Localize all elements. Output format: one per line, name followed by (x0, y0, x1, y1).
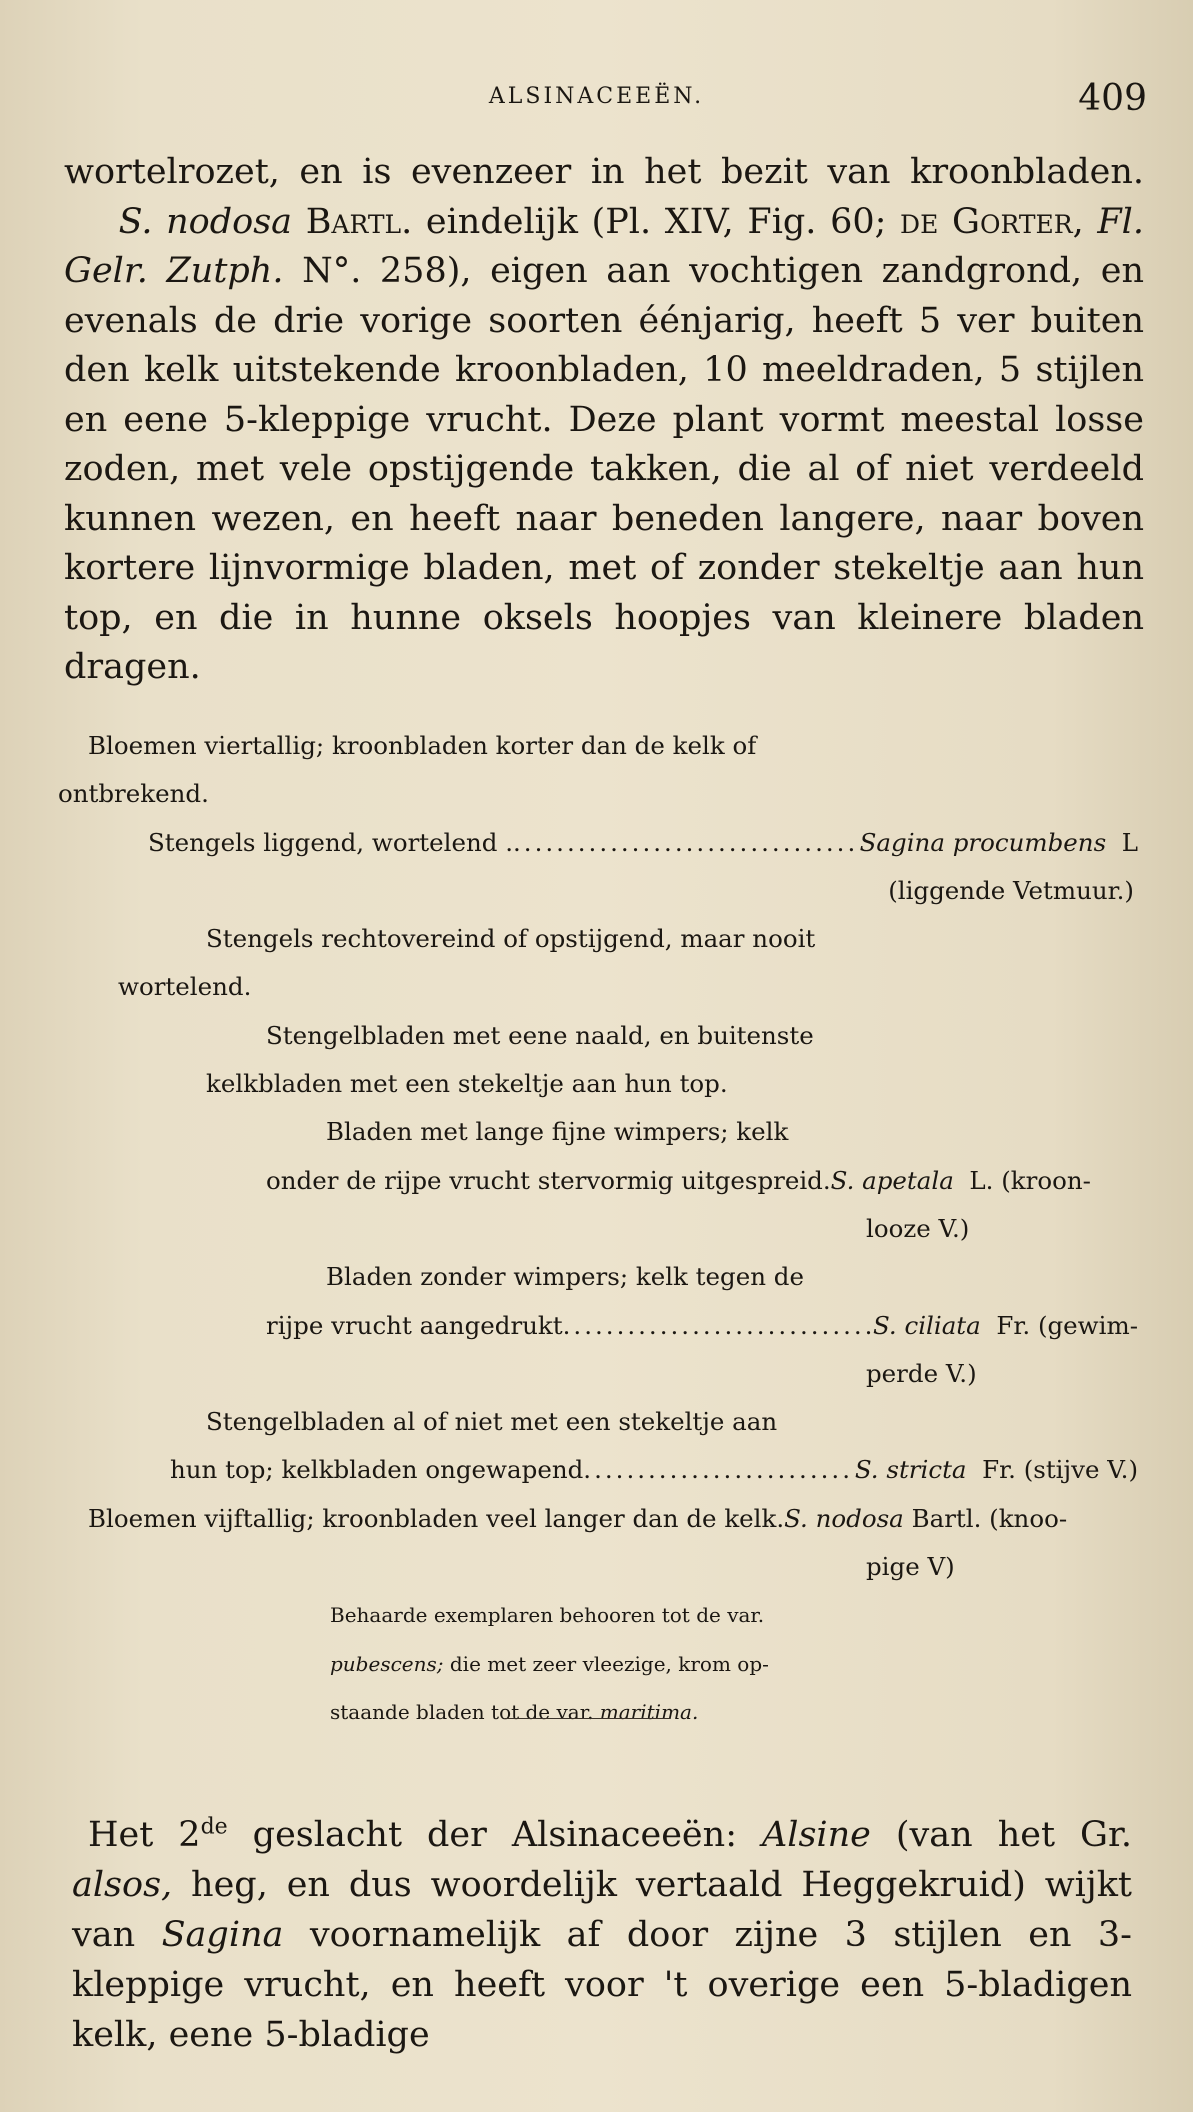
common-name: perde V.) (866, 1358, 977, 1388)
text-fragment: voornamelijk af door zijne 3 stijlen en 3-kleppige vrucht, en heeft voor 't overige een 5-bladigen kelk, eene 5-bladige (72, 1915, 1132, 2055)
genus-name: Sagina (161, 1915, 284, 1955)
species-name: S. apetala (830, 1165, 954, 1195)
key-line (58, 1446, 1138, 1494)
text-line: wortelrozet, en is evenzeer in het bezit van kroonbladen. (64, 152, 1144, 192)
section-divider (505, 1718, 670, 1719)
species-name: S. nodosa (118, 201, 293, 242)
variety-name: maritima. (599, 1699, 699, 1724)
paragraph-alsine (72, 1810, 1132, 2060)
reference-title: Fl. Gelr. Zutph. (64, 201, 1144, 291)
key-text: Stengels liggend, wortelend . (148, 827, 514, 857)
author-name: de Gorter, (900, 201, 1084, 242)
key-text: Bloemen vijftallig; kroonbladen veel langer dan de kelk. (88, 1503, 785, 1533)
species-name: S. stricta (854, 1455, 967, 1485)
author-name: Bartl. (knoo- (911, 1503, 1068, 1533)
key-text: rijpe vrucht aangedrukt (266, 1310, 563, 1340)
text-fragment: Het 2 (88, 1815, 201, 1855)
key-text: hun top; kelkbladen ongewapend (170, 1455, 584, 1485)
text-fragment: N°. 258), eigen aan vochtigen zandgrond, en evenals de drie vorige soorten éénjarig, heeft 5 ver buiten den kelk uitstekende kroonbladen, 10 meeldraden, 5 stijlen en eene 5-kleppige vrucht. Deze plant vormt meestal losse zoden, met vele opstijgende takken, die al of niet verdeeld kunnen wezen, en heeft naar beneden langere, naar boven kortere lijnvormige bladen, met of zonder stekeltje aan hun top, en die in hunne oksels hoopjes van kleinere bladen dragen. (64, 251, 1144, 687)
common-name: looze V.) (866, 1213, 970, 1243)
text-fragment: eindelijk (Pl. XIV, Fig. 60; (412, 201, 901, 242)
key-note: Behaarde exemplaren behooren tot de var. (330, 1603, 765, 1628)
author-name: L. (kroon- (969, 1165, 1091, 1195)
leader-dots (513, 819, 860, 867)
key-line: Bloemen viertallig; kroonbladen korter dan de kelk of (88, 731, 757, 760)
key-line (58, 819, 1138, 867)
leader-dots (583, 1446, 855, 1494)
key-line (58, 1495, 1138, 1543)
common-name: (liggende Vetmuur.) (888, 875, 1134, 905)
common-name: pige V) (866, 1552, 955, 1582)
key-line: ontbrekend. (58, 779, 209, 809)
key-line: Stengels rechtovereind of opstijgend, maar nooit (206, 924, 816, 954)
paragraph-sagina-nodosa (64, 148, 1144, 693)
paragraph-text (72, 1810, 1132, 2060)
author-name: Fr. (gewim- (996, 1310, 1138, 1340)
key-text: die met zeer vleezige, krom op- (443, 1651, 769, 1676)
species-name: S. nodosa (784, 1503, 904, 1533)
author-name: L (1121, 827, 1138, 857)
key-line: Bladen zonder wimpers; kelk tegen de (326, 1262, 804, 1292)
text-fragment: heg, en dus woordelijk vertaald Heggekruid) wijkt van (72, 1865, 1132, 1955)
key-line: kelkbladen met een stekeltje aan hun top. (206, 1069, 728, 1099)
text-fragment: geslacht der Alsinaceeën: (227, 1815, 762, 1855)
species-name: S. ciliata (872, 1310, 981, 1340)
identification-key (58, 722, 1138, 1736)
text-fragment: (van het Gr. (870, 1815, 1132, 1855)
running-head: ALSINACEEËN. (488, 84, 705, 109)
key-line (58, 1157, 1138, 1205)
author-name: Bartl. (305, 201, 413, 242)
key-line: wortelend. (118, 972, 252, 1002)
leader-dots (563, 1302, 873, 1350)
key-line: Stengelbladen met eene naald, en buitenste (266, 1020, 814, 1050)
greek-word: alsos, (72, 1865, 173, 1905)
key-line: Stengelbladen al of niet met een stekeltje aan (206, 1407, 778, 1437)
key-text: staande bladen tot de var. (330, 1699, 600, 1724)
species-name: Sagina procumbens (859, 827, 1107, 857)
genus-name: Alsine (761, 1815, 871, 1855)
key-note (58, 1688, 1138, 1736)
variety-name: pubescens; (330, 1651, 444, 1676)
ordinal-superscript: de (200, 1814, 228, 1840)
key-line (58, 1302, 1138, 1350)
paragraph-text (64, 148, 1144, 693)
page-number: 409 (1078, 78, 1147, 119)
key-line: Bladen met lange fijne wimpers; kelk (326, 1117, 789, 1147)
author-name: Fr. (stijve V.) (982, 1455, 1138, 1485)
key-note (58, 1640, 1138, 1688)
key-text: onder de rijpe vrucht stervormig uitgespreid. (266, 1165, 831, 1195)
